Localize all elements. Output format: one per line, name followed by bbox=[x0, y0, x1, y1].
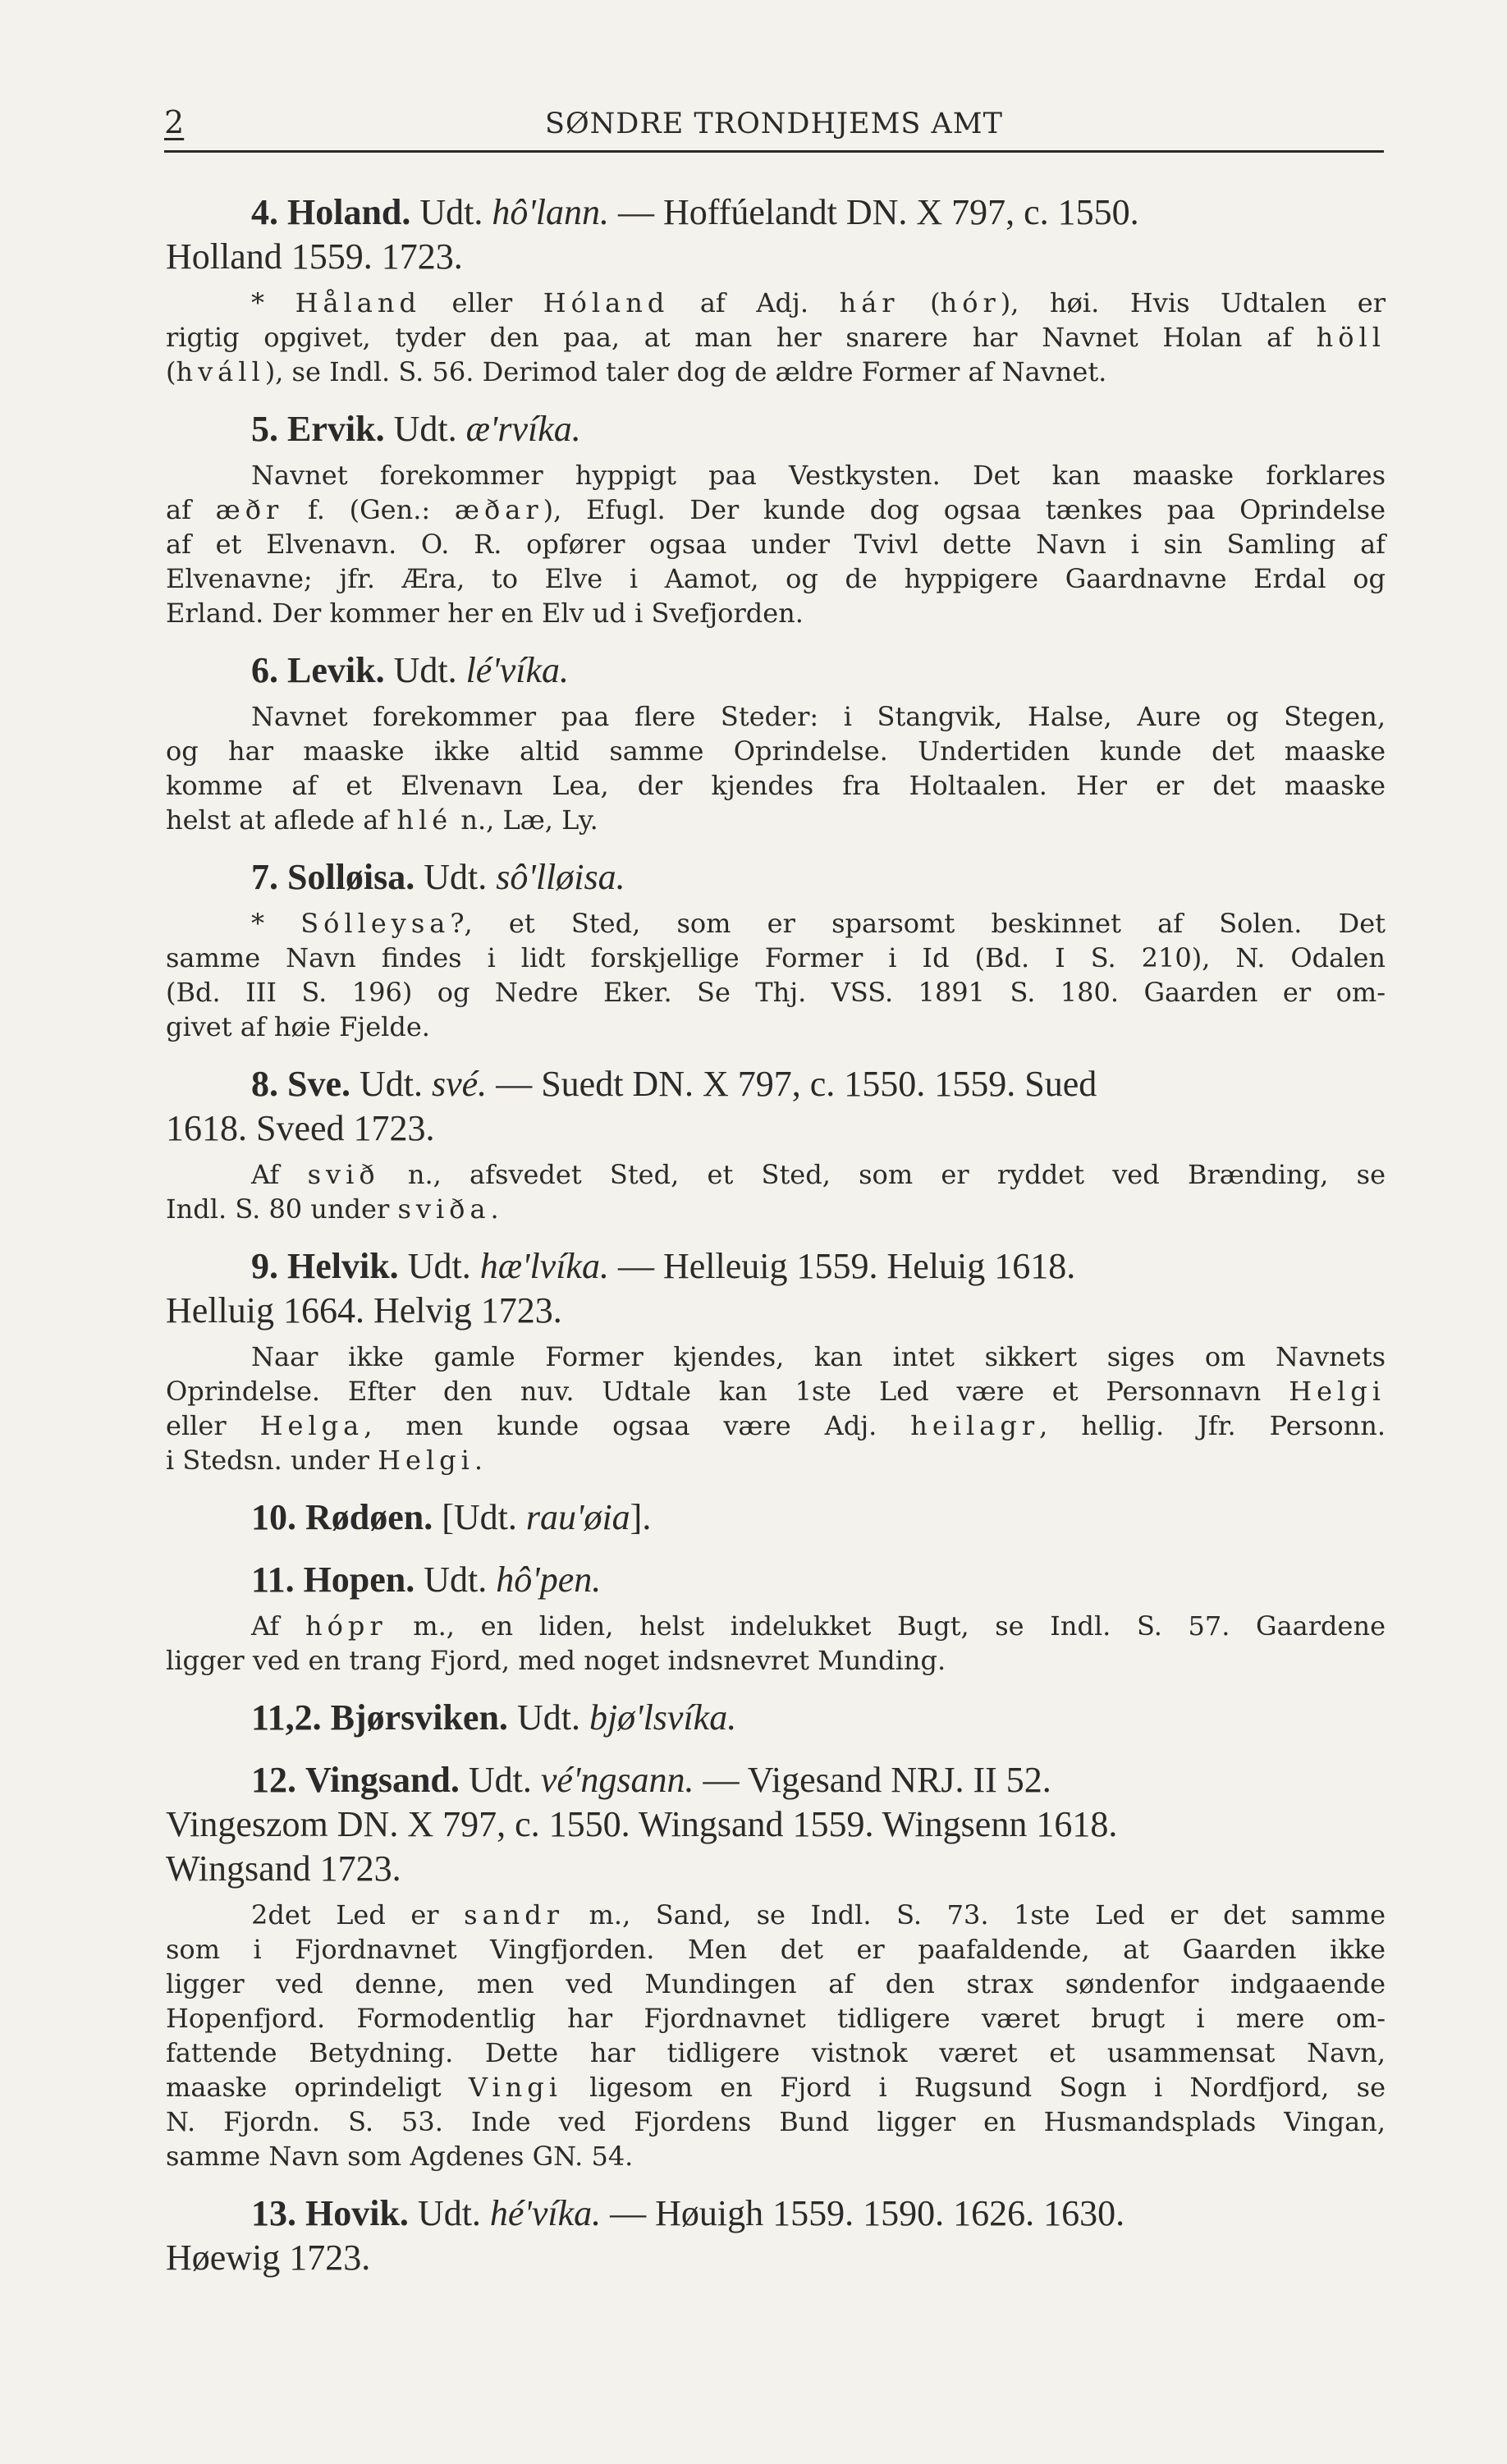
entry-name: Hovik. bbox=[305, 2193, 409, 2233]
spaced-form: sandr bbox=[464, 1899, 565, 1930]
entry-heading-line bbox=[166, 407, 1386, 451]
entry-comment-line bbox=[166, 286, 1386, 320]
pronunciation: bjø'lsvíka. bbox=[589, 1697, 737, 1738]
text-run: Wingsand 1723. bbox=[166, 1848, 401, 1889]
entry-heading-line bbox=[166, 1495, 1386, 1540]
text-run: ( bbox=[899, 287, 941, 318]
text-run: og har maaske ikke altid samme Oprindelse. Undertiden kunde det maaske bbox=[166, 735, 1386, 767]
entry-heading-line bbox=[166, 2236, 1386, 2280]
entry-name: Solløisa. bbox=[287, 857, 415, 897]
text-run: helst at aflede af bbox=[166, 804, 397, 836]
text-run: [Udt. bbox=[433, 1497, 526, 1537]
entry bbox=[166, 407, 1386, 630]
text-run bbox=[295, 1559, 304, 1600]
text-run: eller bbox=[166, 1410, 260, 1441]
spaced-form: Helgi bbox=[1289, 1376, 1386, 1407]
entry-name: Hopen. bbox=[303, 1559, 415, 1600]
spaced-form: hópr bbox=[305, 1610, 387, 1642]
entry-heading-line bbox=[166, 855, 1386, 900]
entry-heading-line bbox=[166, 190, 1386, 235]
entry-name: Rødøen. bbox=[305, 1497, 433, 1537]
spaced-form: æðar bbox=[454, 494, 543, 525]
text-run: Udt. bbox=[507, 1697, 589, 1738]
text-run: Helluig 1664. Helvig 1723. bbox=[166, 1290, 562, 1330]
text-run: n., afsvedet Sted, et Sted, som er ryddet ved Brænding, se bbox=[379, 1159, 1386, 1190]
entry-name: Sve. bbox=[287, 1064, 350, 1104]
text-run bbox=[278, 1064, 287, 1104]
text-run bbox=[278, 192, 287, 232]
entry-number: 12. bbox=[251, 1760, 296, 1800]
entry-comment-line bbox=[166, 906, 1386, 941]
text-run: ligesom en Fjord i Rugsund Sogn i Nordfjord, se bbox=[561, 2072, 1386, 2103]
entry-heading-line bbox=[166, 1558, 1386, 1602]
text-run: maaske oprindeligt bbox=[166, 2072, 469, 2103]
text-run: givet af høie Fjelde. bbox=[166, 1011, 430, 1042]
text-run: ( bbox=[166, 356, 176, 387]
entry-number: 13. bbox=[251, 2193, 296, 2233]
text-run: Udt. bbox=[384, 650, 466, 690]
entry-comment-line bbox=[166, 1192, 1386, 1226]
spaced-form: Håland bbox=[295, 287, 421, 318]
entry-comment-line bbox=[166, 699, 1386, 734]
entry-name: Bjørsviken. bbox=[330, 1697, 508, 1738]
entry-comment-line bbox=[166, 1340, 1386, 1374]
entry-number: 5. bbox=[251, 409, 278, 449]
text-run: 2det Led er bbox=[251, 1899, 465, 1930]
entry-comment-line bbox=[166, 803, 1386, 837]
text-run: Vingeszom DN. X 797, c. 1550. Wingsand 1559. Wingsenn 1618. bbox=[166, 1804, 1118, 1844]
text-run: ?, et Sted, som er sparsomt beskinnet af Solen. Det bbox=[450, 908, 1386, 939]
text-run: ), høi. Hvis Udtalen er bbox=[1000, 287, 1386, 318]
text-run: 1618. Sveed 1723. bbox=[166, 1108, 435, 1148]
text-run: — Hoffúelandt DN. X 797, c. 1550. bbox=[609, 192, 1139, 232]
text-run: Af bbox=[251, 1159, 308, 1190]
spaced-form: Helga bbox=[259, 1410, 364, 1441]
entry-number: 6. bbox=[251, 650, 278, 690]
spaced-form: æðr bbox=[215, 494, 284, 525]
entry-comment-line bbox=[166, 527, 1386, 561]
text-run bbox=[296, 2193, 305, 2233]
entry-comment-line bbox=[166, 1374, 1386, 1408]
entry bbox=[166, 855, 1386, 1044]
entry-comment-line bbox=[166, 2036, 1386, 2070]
spaced-form: hór bbox=[940, 287, 1001, 318]
text-run bbox=[322, 1697, 331, 1738]
text-run: Hopenfjord. Formodentlig har Fjordnavnet tidligere været brugt i mere om- bbox=[166, 2003, 1386, 2034]
spaced-form: svið bbox=[307, 1159, 380, 1190]
text-run: . bbox=[474, 1445, 483, 1476]
text-run: Udt. bbox=[398, 1246, 480, 1286]
entry-heading-line bbox=[166, 1696, 1386, 1740]
entry-comment-line bbox=[166, 2070, 1386, 2104]
text-run: Holland 1559. 1723. bbox=[166, 236, 463, 277]
entry-name: Helvik. bbox=[287, 1246, 399, 1286]
entry-comment-line bbox=[166, 355, 1386, 389]
text-run: Af bbox=[251, 1610, 306, 1642]
entry-comment-line bbox=[166, 734, 1386, 768]
entry-heading-line bbox=[166, 2191, 1386, 2236]
entry bbox=[166, 648, 1386, 837]
spaced-form: Vingi bbox=[468, 2072, 562, 2103]
entry-comment-line bbox=[166, 2139, 1386, 2173]
text-run: f. (Gen.: bbox=[283, 494, 455, 525]
entry-comment-line bbox=[166, 1643, 1386, 1678]
text-run: Navnet forekommer paa flere Steder: i Stangvik, Halse, Aure og Stegen, bbox=[251, 701, 1386, 732]
text-run: m., Sand, se Indl. S. 73. 1ste Led er det samme bbox=[564, 1899, 1386, 1930]
spaced-form: Hóland bbox=[543, 287, 670, 318]
text-run: — Vigesand NRJ. II 52. bbox=[694, 1760, 1051, 1800]
entry-name: Levik. bbox=[287, 650, 385, 690]
page-number: 2 bbox=[164, 104, 185, 140]
entry-comment-line bbox=[166, 941, 1386, 975]
entry bbox=[166, 1062, 1386, 1226]
entry-name: Vingsand. bbox=[305, 1760, 460, 1800]
entry-heading-line bbox=[166, 1289, 1386, 1333]
text-run: Høewig 1723. bbox=[166, 2237, 371, 2278]
text-run: — Helleuig 1559. Heluig 1618. bbox=[608, 1246, 1076, 1286]
page-header bbox=[164, 104, 1384, 153]
entry-comment-line bbox=[166, 1932, 1386, 1967]
text-run: eller bbox=[420, 287, 543, 318]
entry-comment-line bbox=[166, 1408, 1386, 1443]
text-run: komme af et Elvenavn Lea, der kjendes fra Holtaalen. Her er det maaske bbox=[166, 770, 1386, 801]
entry-comment-line bbox=[166, 320, 1386, 355]
entries-list bbox=[166, 190, 1386, 2280]
entry-comment-line bbox=[166, 596, 1386, 630]
entry-number: 4. bbox=[251, 192, 278, 232]
text-run: Oprindelse. Efter den nuv. Udtale kan 1ste Led være et Personnavn bbox=[166, 1376, 1289, 1407]
text-run: Udt. bbox=[415, 857, 497, 897]
text-run: (Bd. III S. 196) og Nedre Eker. Se Thj. VSS. 1891 S. 180. Gaarden er om- bbox=[166, 977, 1386, 1008]
entry-heading-line bbox=[166, 1847, 1386, 1891]
entry-comment-line bbox=[166, 2001, 1386, 2036]
entry-heading-line bbox=[166, 1802, 1386, 1847]
entry-number: 11,2. bbox=[251, 1697, 322, 1738]
entry bbox=[166, 190, 1386, 389]
pronunciation: své. bbox=[432, 1064, 488, 1104]
spaced-form: hár bbox=[839, 287, 900, 318]
entry-comment-line bbox=[166, 768, 1386, 803]
text-run: ligger ved denne, men ved Mundingen af den strax søndenfor indgaaende bbox=[166, 1968, 1386, 1999]
entry-number: 7. bbox=[251, 857, 278, 897]
text-run: , hellig. Jfr. Personn. bbox=[1039, 1410, 1386, 1441]
spaced-form: hlé bbox=[396, 804, 453, 836]
entry-comment-line bbox=[166, 2104, 1386, 2139]
entry-name: Ervik. bbox=[287, 409, 385, 449]
text-run: — Suedt DN. X 797, c. 1550. 1559. Sued bbox=[487, 1064, 1097, 1104]
spaced-form: höll bbox=[1316, 322, 1386, 353]
pronunciation: vé'ngsann. bbox=[540, 1760, 694, 1800]
text-run: ]. bbox=[630, 1497, 652, 1537]
spaced-form: hváll bbox=[176, 356, 265, 387]
text-run: * bbox=[251, 908, 301, 939]
entry-number: 9. bbox=[251, 1246, 278, 1286]
spaced-form: Helgi bbox=[378, 1445, 474, 1476]
entry-heading-line bbox=[166, 235, 1386, 279]
text-run: Erland. Der kommer her en Elv ud i Svefjorden. bbox=[166, 598, 804, 629]
text-run: af et Elvenavn. O. R. opfører ogsaa under Tvivl dette Navn i sin Samling af bbox=[166, 529, 1386, 560]
text-run: som i Fjordnavnet Vingfjorden. Men det er paafaldende, at Gaarden ikke bbox=[166, 1934, 1386, 1965]
text-run: Udt. bbox=[410, 192, 492, 232]
entry-heading-line bbox=[166, 1758, 1386, 1802]
text-run: Udt. bbox=[415, 1559, 497, 1600]
text-run: Udt. bbox=[384, 409, 466, 449]
entry-comment-line bbox=[166, 458, 1386, 492]
text-run: Navnet forekommer hyppigt paa Vestkysten. Det kan maaske forklares bbox=[251, 460, 1386, 491]
entry-number: 10. bbox=[251, 1497, 296, 1537]
text-run: — Høuigh 1559. 1590. 1626. 1630. bbox=[601, 2193, 1125, 2233]
text-run: fattende Betydning. Dette har tidligere vistnok været et usammensat Navn, bbox=[166, 2037, 1386, 2068]
entry-heading-line bbox=[166, 648, 1386, 693]
entry bbox=[166, 1558, 1386, 1678]
spaced-form: Sólleysa bbox=[300, 908, 451, 939]
text-run: m., en liden, helst indelukket Bugt, se Indl. S. 57. Gaardene bbox=[387, 1610, 1386, 1642]
entry bbox=[166, 2191, 1386, 2280]
pronunciation: hé'víka. bbox=[489, 2193, 602, 2233]
text-run bbox=[296, 1497, 305, 1537]
text-run: ligger ved en trang Fjord, med noget indsnevret Munding. bbox=[166, 1645, 946, 1676]
pronunciation: hæ'lvíka. bbox=[479, 1246, 609, 1286]
text-run: Udt. bbox=[459, 1760, 541, 1800]
text-run bbox=[278, 650, 287, 690]
text-run: i Stedsn. under bbox=[166, 1445, 378, 1476]
entry-comment-line bbox=[166, 975, 1386, 1010]
entry-name: Holand. bbox=[287, 192, 411, 232]
text-run: Indl. S. 80 under bbox=[166, 1193, 398, 1225]
text-run bbox=[278, 409, 287, 449]
text-run: Naar ikke gamle Former kjendes, kan intet sikkert siges om Navnets bbox=[251, 1341, 1386, 1372]
text-run: samme Navn findes i lidt forskjellige Former i Id (Bd. I S. 210), N. Odalen bbox=[166, 942, 1386, 973]
entry-comment-line bbox=[166, 1609, 1386, 1643]
entry-comment-line bbox=[166, 561, 1386, 596]
entry-comment-line bbox=[166, 1157, 1386, 1192]
entry-comment-line bbox=[166, 1967, 1386, 2001]
text-run: samme Navn som Agdenes GN. 54. bbox=[166, 2141, 634, 2172]
running-title: SØNDRE TRONDHJEMS AMT bbox=[545, 108, 1003, 140]
text-run: af Adj. bbox=[669, 287, 840, 318]
entry-comment-line bbox=[166, 1010, 1386, 1044]
text-run: Udt. bbox=[350, 1064, 432, 1104]
pronunciation: hô'lann. bbox=[492, 192, 610, 232]
entry-heading-line bbox=[166, 1062, 1386, 1106]
entry-heading-line bbox=[166, 1244, 1386, 1289]
pronunciation: lé'víka. bbox=[465, 650, 570, 690]
text-run: N. Fjordn. S. 53. Inde ved Fjordens Bund ligger en Husmandsplads Vingan, bbox=[166, 2106, 1386, 2137]
text-run: ), Efugl. Der kunde dog ogsaa tænkes paa Oprindelse bbox=[543, 494, 1386, 525]
text-run: , men kunde ogsaa være Adj. bbox=[364, 1410, 911, 1441]
text-run bbox=[278, 1246, 287, 1286]
text-run: . bbox=[490, 1193, 499, 1225]
pronunciation: æ'rvíka. bbox=[465, 409, 581, 449]
pronunciation: hô'pen. bbox=[496, 1559, 602, 1600]
entry bbox=[166, 1696, 1386, 1740]
entry bbox=[166, 1758, 1386, 2173]
pronunciation: rau'øia bbox=[525, 1497, 630, 1537]
text-run: Elvenavne; jfr. Æra, to Elve i Aamot, og de hyppigere Gaardnavne Erdal og bbox=[166, 563, 1386, 594]
text-run bbox=[296, 1760, 305, 1800]
entry-comment-line bbox=[166, 1443, 1386, 1477]
spaced-form: sviða bbox=[397, 1193, 491, 1225]
entry bbox=[166, 1495, 1386, 1540]
text-run: n., Læ, Ly. bbox=[452, 804, 598, 836]
entry-comment-line bbox=[166, 1898, 1386, 1932]
entry-comment-line bbox=[166, 492, 1386, 527]
pronunciation: sô'lløisa. bbox=[496, 857, 625, 897]
entry-number: 8. bbox=[251, 1064, 278, 1104]
text-run: * bbox=[251, 287, 295, 318]
text-run bbox=[278, 857, 287, 897]
spaced-form: heilagr bbox=[910, 1410, 1040, 1441]
text-run: af bbox=[166, 494, 216, 525]
text-run: rigtig opgivet, tyder den paa, at man her snarere har Navnet Holan af bbox=[166, 322, 1317, 353]
text-run: ), se Indl. S. 56. Derimod taler dog de ældre Former af Navnet. bbox=[264, 356, 1107, 387]
entry-number: 11. bbox=[251, 1559, 295, 1600]
entry bbox=[166, 1244, 1386, 1477]
text-run: Udt. bbox=[408, 2193, 490, 2233]
entry-heading-line bbox=[166, 1106, 1386, 1151]
